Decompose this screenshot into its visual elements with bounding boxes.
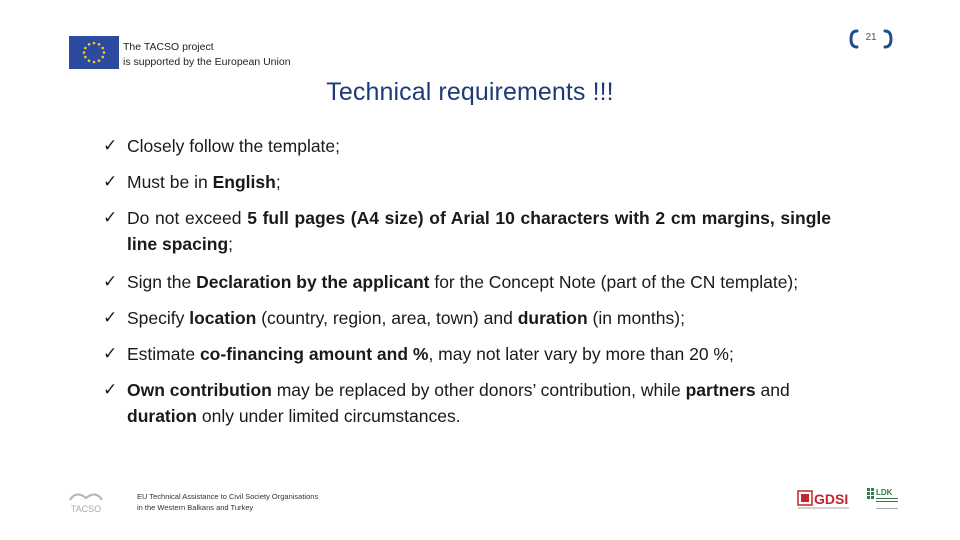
requirement-item [103,205,831,257]
text: (in months); [587,308,685,328]
text: (country, region, area, town) and [256,308,518,328]
text: for the Concept Note (part of the CN template); [429,272,799,292]
text: only under limited circumstances. [197,406,461,426]
eu-support-text [123,40,291,70]
bold-text: Declaration by the applicant [196,272,430,292]
text: may be replaced by other donors’ contribution, while [271,380,686,400]
tacso-logo-icon [66,488,106,514]
bold-text: partners [685,380,756,400]
footer-text [137,491,318,513]
page-number-badge [848,28,894,50]
footer-line-2: in the Western Balkans and Turkey [137,503,254,512]
requirements-list [103,133,831,429]
ldk-logo-icon [866,486,900,514]
checkmark-icon: ✓ [103,272,118,291]
requirement-item [103,269,831,295]
checkmark-icon: ✓ [103,208,118,227]
requirement-item [103,341,831,367]
text: ; [275,172,281,192]
eu-flag-icon [69,36,119,69]
checkmark-icon: ✓ [103,172,118,191]
checkmark-icon: ✓ [103,136,118,155]
bold-text: location [189,308,257,328]
bold-text: Own contribution [127,380,272,400]
bold-text: co-financing amount and % [199,344,429,364]
text: Must be in [127,172,213,192]
checkmark-icon: ✓ [103,380,118,399]
requirement-item [103,305,831,331]
text: and [755,380,790,400]
ldk-logo-text: LDK [876,488,893,497]
requirement-item [103,169,831,195]
footer-line-1: EU Technical Assistance to Civil Society Organisations [137,492,319,501]
text: Specify [127,308,190,328]
bold-text: English [212,172,276,192]
requirement-item [103,377,831,429]
checkmark-icon: ✓ [103,308,118,327]
bold-text: duration [127,406,197,426]
slide-title: Technical requirements !!! [326,78,614,106]
support-line-2: is supported by the European Union [123,56,291,68]
support-line-1: The TACSO project [123,41,214,53]
tacso-logo-text: TACSO [70,504,102,514]
bold-text: duration [517,308,588,328]
text: Closely follow the template; [127,136,341,156]
text: ; [228,234,234,254]
requirement-item [103,133,831,159]
gdsi-logo-text: GDSI [814,491,849,507]
text: Do not exceed [127,208,248,228]
gdsi-logo-icon [797,488,851,510]
text: , may not later vary by more than 20 %; [428,344,734,364]
page-number: 21 [865,32,877,43]
checkmark-icon: ✓ [103,344,118,363]
text: Sign the [127,272,197,292]
bold-text: 5 full pages (A4 size) of Arial 10 characters with 2 cm margins, single line spacing [127,208,831,254]
text: Estimate [127,344,200,364]
